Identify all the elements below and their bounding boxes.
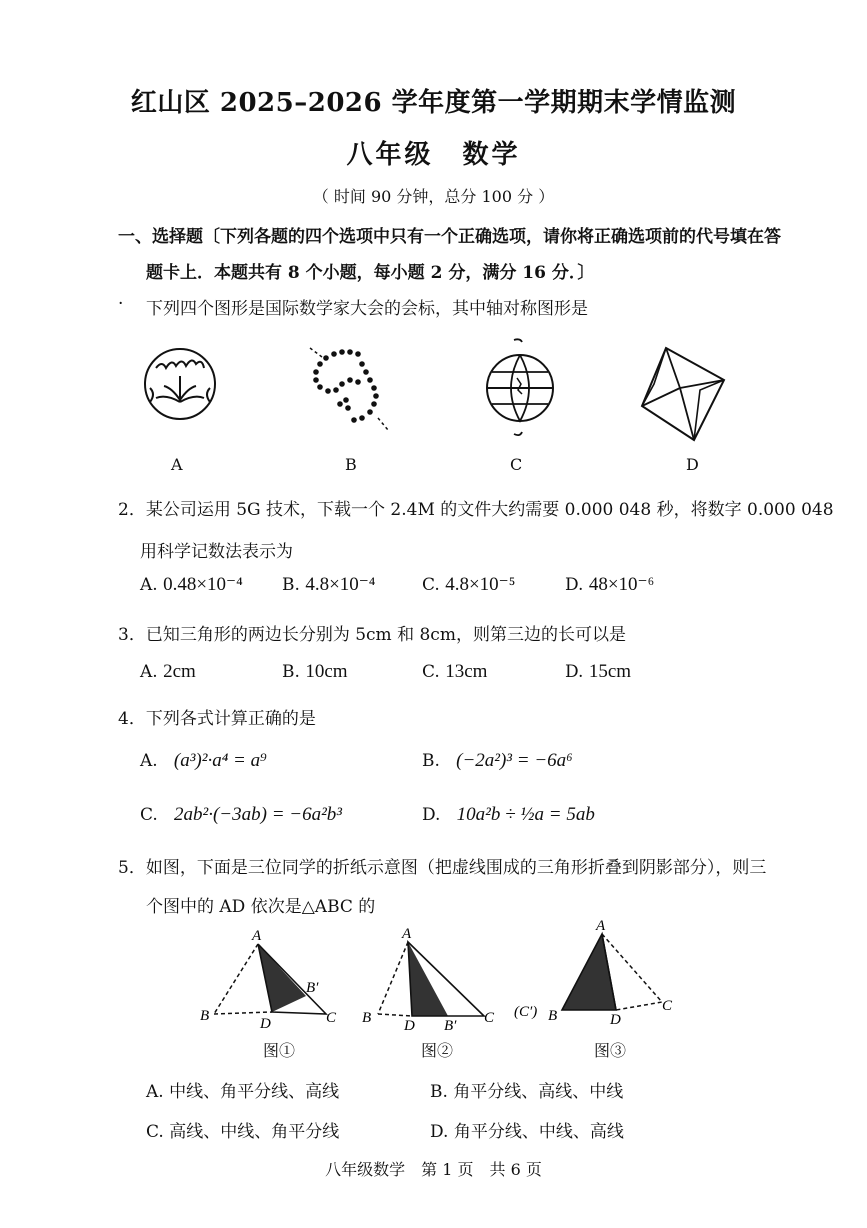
q1-stem: 下列四个图形是国际数学家大会的会标，其中轴对称图形是	[146, 299, 588, 319]
q1-figure-a	[142, 342, 218, 426]
svg-text:B: B	[362, 1010, 372, 1026]
svg-text:D: D	[260, 1016, 271, 1032]
q4-option-a: A. (a³)²·a⁴ = a⁹	[140, 750, 267, 771]
section1-title-line1: 一、选择题〔下列各题的四个选项中只有一个正确选项，请你将正确选项前的代号填在答	[118, 227, 781, 247]
exam-title: 红山区 2025–2026 学年度第一学期期末学情监测	[130, 88, 737, 118]
svg-text:B′: B′	[444, 1018, 457, 1032]
q5-fig-label-2: 图②	[421, 1041, 454, 1060]
q5-fig-label-1: 图①	[263, 1041, 296, 1060]
exam-subtitle: 八年级 数学	[346, 140, 521, 170]
q5-figure-3	[512, 918, 677, 1028]
q1-number: ·	[118, 294, 124, 314]
q2-option-b: B. 4.8×10⁻⁴	[282, 574, 376, 595]
q3-stem: 3．已知三角形的两边长分别为 5cm 和 8cm，则第三边的长可以是	[118, 625, 626, 645]
q1-figure-c	[484, 338, 556, 438]
exam-time-note: （ 时间 90 分钟，总分 100 分 ）	[312, 187, 555, 206]
q3-option-d: D. 15cm	[565, 661, 632, 682]
page-footer: 八年级数学 第 1 页 共 6 页	[325, 1160, 542, 1179]
svg-text:A: A	[402, 926, 412, 942]
q5-option-d: D. 角平分线、中线、高线	[430, 1122, 624, 1142]
svg-text:A: A	[596, 918, 606, 934]
svg-text:B: B	[200, 1008, 210, 1024]
q4-stem: 4．下列各式计算正确的是	[118, 709, 316, 729]
q5-fig-label-3: 图③	[594, 1041, 627, 1060]
q3-option-b: B. 10cm	[282, 661, 348, 682]
q5-stem-line2: 个图中的 AD 依次是△ABC 的	[146, 897, 376, 917]
q3-option-c: C. 13cm	[422, 661, 488, 682]
q4-option-d: D. 10a²b ÷ ½a = 5ab	[422, 804, 595, 825]
svg-text:C: C	[484, 1010, 495, 1026]
q1-figure-d	[640, 344, 726, 442]
svg-text:(C′): (C′)	[514, 1004, 538, 1020]
svg-text:D: D	[404, 1018, 415, 1032]
q1-figure-b	[304, 346, 394, 432]
q5-figure-1	[196, 924, 346, 1032]
q2-option-d: D. 48×10⁻⁶	[565, 574, 655, 595]
section1-title-line2: 题卡上．本题共有 8 个小题，每小题 2 分，满分 16 分．〕	[146, 263, 595, 283]
svg-text:B′: B′	[306, 980, 319, 996]
q1-label-b: B	[345, 455, 357, 474]
svg-text:C: C	[326, 1010, 337, 1026]
svg-text:D: D	[610, 1012, 621, 1028]
q5-figure-2	[358, 924, 503, 1032]
svg-text:C: C	[662, 998, 673, 1014]
q2-option-c: C. 4.8×10⁻⁵	[422, 574, 516, 595]
q5-stem-line1: 5．如图，下面是三位同学的折纸示意图（把虚线围成的三角形折叠到阴影部分），则三	[118, 858, 767, 878]
q1-label-a: A	[171, 455, 183, 474]
svg-text:B: B	[548, 1008, 558, 1024]
q2-stem-line1: 2．某公司运用 5G 技术，下载一个 2.4M 的文件大约需要 0.000 048 秒，将数字 0.000 048	[118, 500, 834, 520]
q1-label-c: C	[510, 455, 523, 474]
q5-option-a: A. 中线、角平分线、高线	[146, 1082, 340, 1102]
q5-option-c: C. 高线、中线、角平分线	[146, 1122, 340, 1142]
q4-option-b: B. (−2a²)³ = −6a⁶	[422, 750, 573, 771]
q2-option-a: A. 0.48×10⁻⁴	[140, 574, 243, 595]
q5-option-b: B. 角平分线、高线、中线	[430, 1082, 624, 1102]
q4-option-c: C. 2ab²·(−3ab) = −6a²b³	[140, 804, 342, 825]
svg-text:A: A	[252, 928, 262, 944]
q3-option-a: A. 2cm	[140, 661, 196, 682]
q1-label-d: D	[686, 455, 699, 474]
q2-stem-line2: 用科学记数法表示为	[140, 542, 293, 562]
